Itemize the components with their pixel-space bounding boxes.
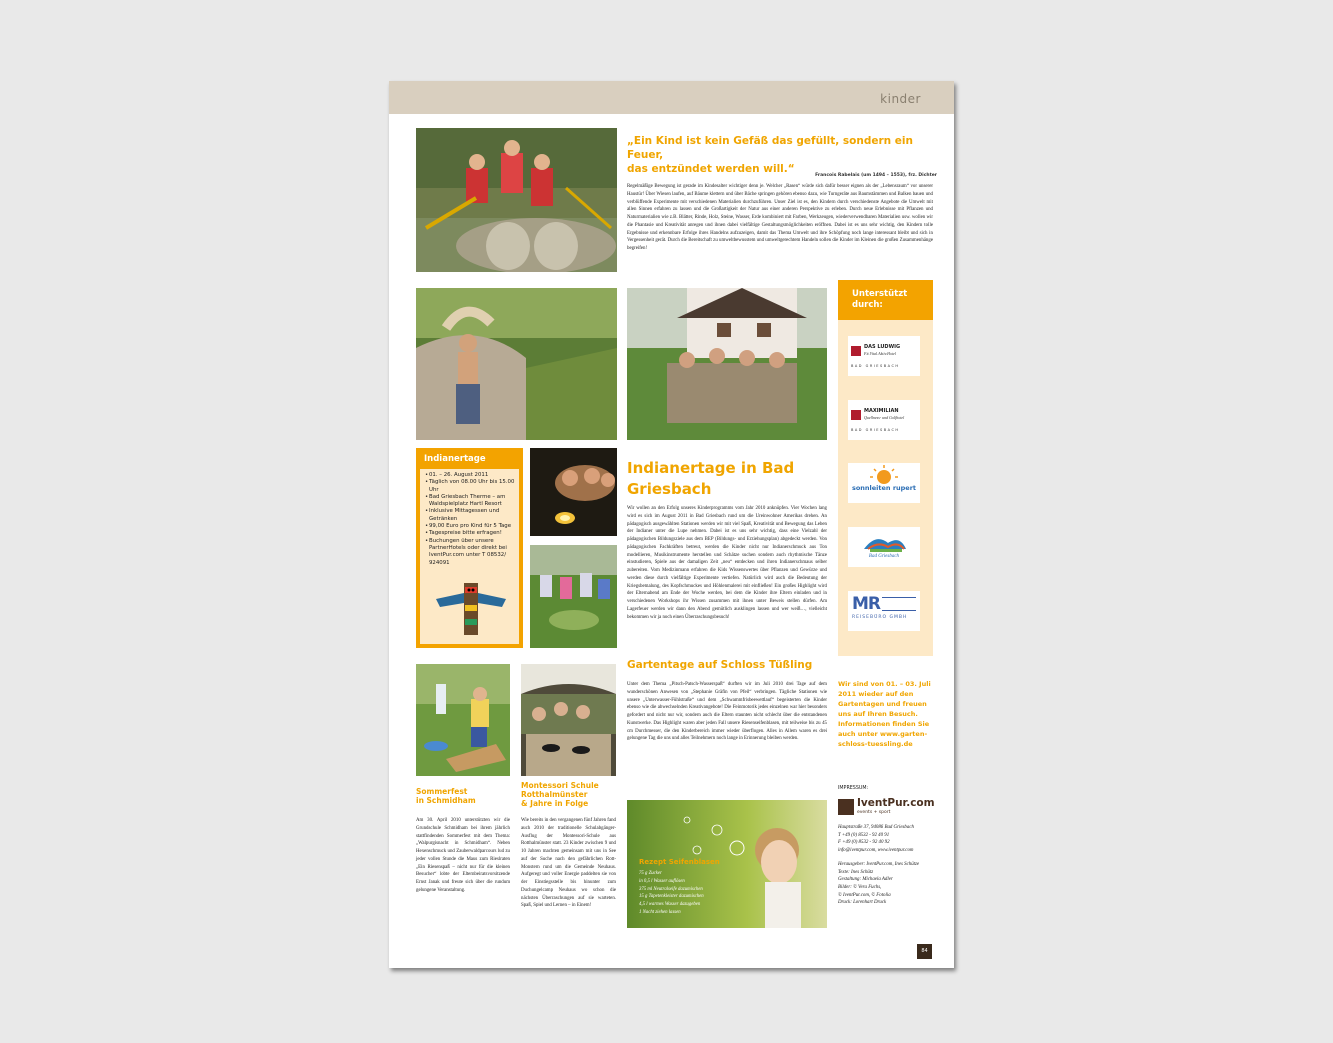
sponsors-title: Unterstützt durch: [852, 289, 908, 310]
logo-das-ludwig-place: BAD GRIESBACH [851, 364, 900, 368]
list-item: • Tagespreise bitte erfragen! [425, 530, 517, 537]
impressum-credit: Gestaltung: Michaela Adler [838, 877, 893, 883]
iventpur-logo [838, 797, 938, 819]
impressum-fax: F +49 (0) 8532 - 92 40 92 [838, 840, 890, 846]
sun-icon [848, 463, 920, 503]
logo-mark [851, 346, 861, 356]
sponsors-box [838, 280, 933, 656]
indianertage-box-title: Indianertage [424, 454, 486, 464]
list-item: 1 Nacht ziehen lassen [639, 909, 681, 915]
section-label: kinder [880, 92, 921, 106]
sommerfest-title: Sommerfest in Schmidham [416, 787, 476, 805]
logo-mr-lines [882, 597, 916, 611]
logo-sonnleiten-name: sonnleiten rupert [851, 484, 917, 492]
bad-griesbach-emblem-icon [848, 527, 920, 567]
rezept-list [639, 870, 704, 917]
montessori-text: Wie bereits in den vergangenen fünf Jahren fand auch 2010 der traditionelle Schulabgänger-Ausflug der Montessori-Schule aus Rotthalmünster statt. 23 Kinder zwischen 9 und 10 Jahren machten gemeinsam mit uns in See auf der Suche nach den gefährlichen Rott-Monstern rund um die Gemeinde Neuhaus. Aufgeregt und voller Energie paddelten sie von der Einstiegsstelle bis hinunter zum Duchungelcamp Neuhaus wo schon die nächsten Überraschungen auf sie warteten. Spaß, Spiel und Lernen – in Einem! [521, 818, 616, 909]
indianertage-box-body [420, 469, 519, 644]
logo-mr-sub: REISEBÜRO GMBH [852, 615, 908, 620]
logo-sonnleiten-rupert [848, 463, 920, 503]
indian-group-photo [627, 288, 827, 440]
impressum [838, 786, 938, 907]
impressum-credit: Bilder: © Vera Fuchs, [838, 884, 882, 890]
list-item: 15 g Tapetenkleister dazumischen [639, 894, 704, 900]
logo-maximilian-name: MAXIMILIAN [864, 408, 899, 414]
logo-das-ludwig-sub: Fit.Vital.Aktiv.Hotel [864, 351, 896, 356]
list-item: • 99,00 Euro pro Kind für 5 Tage [425, 523, 517, 530]
iventpur-logo-mark-icon [838, 799, 854, 815]
logo-mark [851, 410, 861, 420]
seifenblasen-photo [627, 800, 827, 928]
impressum-credit: Herausgeber: IventPur.com, Ines Schütze [838, 861, 920, 867]
logo-das-ludwig-name: DAS LUDWIG [864, 344, 901, 350]
sommerfest-photo [416, 664, 510, 776]
list-item: • Täglich von 08.00 Uhr bis 15.00 Uhr [425, 479, 517, 494]
montessori-photo [521, 664, 616, 776]
gartentage-text: Unter dem Thema „Pitsch-Patsch-Wasserspaß“ durften wir im Juli 2010 drei Tage auf dem wunderschönen Anwesen von „Stephanie Gräfin von Pfeil“ verbringen. Tägliche Stationen wie unsere „Unterwasser-Fühlstraße“ und dem „Schwammfrisbeewettlauf“ begeisterten die Kinder ebenso wie die abwechselnden Kreativangebote! Die Feinmotorik jedes einzelnen war hier besonders gefordert und nicht nur wir, sondern auch die Eltern staunten nicht schlecht über die entstandenen Kunstwerke. Das Highlight waren aber jeden Fall unsere Riesenseifenblasen, mit teilweise bis zu 45 cm Durchmesser, die den Kinderbereich immer wieder überflogen. Alles in Allem waren es drei gelungene Tag die uns und alles Teilnehmern noch lange in Erinnerung bleiben werden. [627, 682, 827, 742]
list-item: • 01. – 26. August 2011 [425, 472, 517, 479]
quote-line-1: „Ein Kind ist kein Gefäß das gefüllt, sondern ein Feuer, [627, 135, 913, 161]
sponsors-body [838, 320, 933, 656]
quote-author: Francois Rabelais (um 1494 – 1553), frz. Dichter [815, 173, 937, 178]
impressum-tel: T +49 (0) 8532 - 92 40 91 [838, 832, 890, 838]
logo-maximilian-place: BAD GRIESBACH [851, 428, 900, 432]
iventpur-logo-text: IventPur.com [857, 797, 935, 809]
list-item: • Buchungen über unsere PartnerHotels oder direkt bei IventPur.com unter T 08532/ 924091 [425, 538, 517, 567]
impressum-credit: Texte: Ines Schütz [838, 869, 874, 875]
logo-das-ludwig [848, 336, 920, 376]
gartentage-note: Wir sind von 01. – 03. Juli 2011 wieder auf den Gartentagen und freuen uns auf Ihren Besuch. Informationen finden Sie auch unter www.garten-schloss-tuessling.de [838, 680, 931, 748]
logo-maximilian-sub: Quellness- und Golfhotel [864, 415, 905, 420]
quote-line-2: das entzündet werden will.“ Francois Rabelais (um 1494 – 1553), frz. Dichter [627, 162, 937, 176]
sommerfest-text: Am 30. April 2010 unterstützten wir die Grundschule Schmidham bei ihrem jährlich stattfindenden Sommerfest mit dem Thema: „Walpurgisnacht in Schmidham“. Neben Hexenschmuck und Zauberwaldparcours lud zu jeder vollen Stunde die Maus zum Rieslraten „Ein Riesenspaß – nicht nur für die kleinen Besucher“ lobte der Elternbeiratsvorsitzende Ernst Janak und freute sich über die rundum gelungene Veranstaltung. [416, 818, 510, 893]
montessori-title: Montessori Schule Rotthalmünster & Jahre in Folge [521, 781, 599, 808]
impressum-credit: © IventPur.com, © Fotolia [838, 892, 891, 898]
rafting-photo [416, 128, 617, 272]
section-header-bar [389, 81, 954, 114]
list-item: 4,5 l warmes Wasser dazugeben [639, 902, 701, 908]
quote [627, 134, 937, 183]
indian-boy-photo [416, 288, 617, 440]
magazine-page [389, 81, 954, 968]
logo-mr-name: MR [852, 594, 881, 614]
indianertage-box-list [425, 472, 517, 567]
totem-pole-icon [436, 581, 506, 636]
list-item: 375 ml Neutralseife dazumischen [639, 886, 703, 892]
indianertage-text: Wir wollen an den Erfolg unseres Kinderprogramms vom Jahr 2010 anknüpfen. Vier Wochen lang wird es sich im August 2011 in Bad Griesbach rund um die Ureinwohner Amerikas drehen. An pädagogisch ausgewählten Stationen werden wir mit viel Spaß, Kreativität und Bewegung das Leben der Indianer unter die Lupe nehmen. Dabei ist es uns sehr wichtig, dass eine Vielzahl der pädagogischen Bildungsziele aus dem BEP (Bildungs- und Erziehungsplan) abgedeckt werden. Von pädagogischen Fachkräften betreut, werden die Kinder nicht nur Indianerschmuck aus Ton modellieren, Musikinstrumente herstellen und Schätze suchen sondern auch rhythmische Tänze einstudieren, Spiele aus der damaligen Zeit „neu“ entdecken und ihren Indianerschmaus selber zubereiten. Vom Medizinmann erfahren die Kids Wissenswertes über Pflanzen und Gewürze und werden diese durch vielfältige Experimente vertiefen. Natürlich wird auch die Bedeutung der Kriegsbemalung, des Kopfschmuckes und Höhlenmalerei mit einfließen! Ein großes Highlight wird der Elternabend am Ende der Woche werden, bei dem die Kinder ihre Eltern einladen und in verschiedenen Workshops ihr Wissen zusammen mit ihnen unter Beweis stellen dürfen. Am Lagerfeuer werden wir dann den Abend gemütlich ausklingen lassen und wer weiß…, vielleicht bekommen wir ja noch einen Überraschungsbesuch! [627, 506, 827, 620]
gartentage-title: Gartentage auf Schloss Tüßling [627, 659, 813, 671]
list-item: • Bad Griesbach Therme – am Waldspielplatz Hartl Resort [425, 494, 517, 509]
impressum-label: IMPRESSUM: [838, 786, 869, 791]
list-item: 75 g Zucker [639, 871, 662, 876]
impressum-web: info@iventpur.com, www.iventpur.com [838, 848, 914, 854]
logo-bad-griesbach [848, 527, 920, 567]
list-item: • Inklusive Mittagessen und Getränken [425, 508, 517, 523]
impressum-credit: Druck: Lorenhart Druck [838, 900, 887, 906]
list-item: in 0,5 l Wasser auflösen [639, 878, 685, 884]
rezept-title: Rezept Seifenblasen [639, 858, 720, 866]
intro-text: Regelmäßige Bewegung ist gerade im Kindesalter wichtiger denn je. Welcher „Rasen“ würde sich dafür besser eignen als der „Lebensraum“ vor unserer Haustür! Über Wiesen laufen, auf Bäume klettern und über Bäche springen gehören ebenso dazu, wie Turngeräte aus Baumstämmen und Balken bauen und verblüffende Experimente mit verschiedenen Materialien durchzuführen. Unser Ziel ist es, den Kindern durch verschiedenste Angebote die Umwelt mit allen Sinnen erfahren zu lassen und die Großartigkeit der Natur aus einer anderen Perspektive zu erleben. Durch neue Erlebnisse mit Pflanzen und Naturmaterialien wie z.B. Blätter, Rinde, Holz, Steine, Wasser, Erde kombiniert mit Farben, Werkzeugen, wiederverwendbaren Materialien usw. wollen wir die Phantasie und Kreativität anregen und ihnen dabei vielfältige Gestaltungsmöglichkeiten eröffnen. Dabei ist es uns sehr wichtig, den Kindern tolle Ergebnisse und erkennbare Erfolge ihres Handelns aufzuzeigen, damit das Thema Umwelt und ihre Schöpfung noch lange interessant bleibt und sich in Vergessenheit gerät. Durch die Bereitschaft zu umweltbewusstem und umweltgerechtem Handeln sollen die Kinder im Kleinen die großen Zusammenhänge begreifen! [627, 184, 933, 251]
impressum-address: Hauptstraße 37, 94086 Bad Griesbach [838, 825, 914, 830]
campfire-night-photo [530, 448, 617, 536]
kids-circle-photo [530, 545, 617, 648]
indianertage-infobox [416, 448, 523, 648]
logo-maximilian [848, 400, 920, 440]
indianertage-title: Indianertage in Bad Griesbach [627, 459, 795, 498]
sponsors-header [838, 280, 933, 320]
logo-mr-reisebuero [848, 591, 920, 631]
logo-bad-griesbach-name: Bad Griesbach [868, 554, 900, 559]
page-number: 84 [917, 944, 932, 959]
iventpur-logo-sub: events + sport [857, 810, 891, 815]
